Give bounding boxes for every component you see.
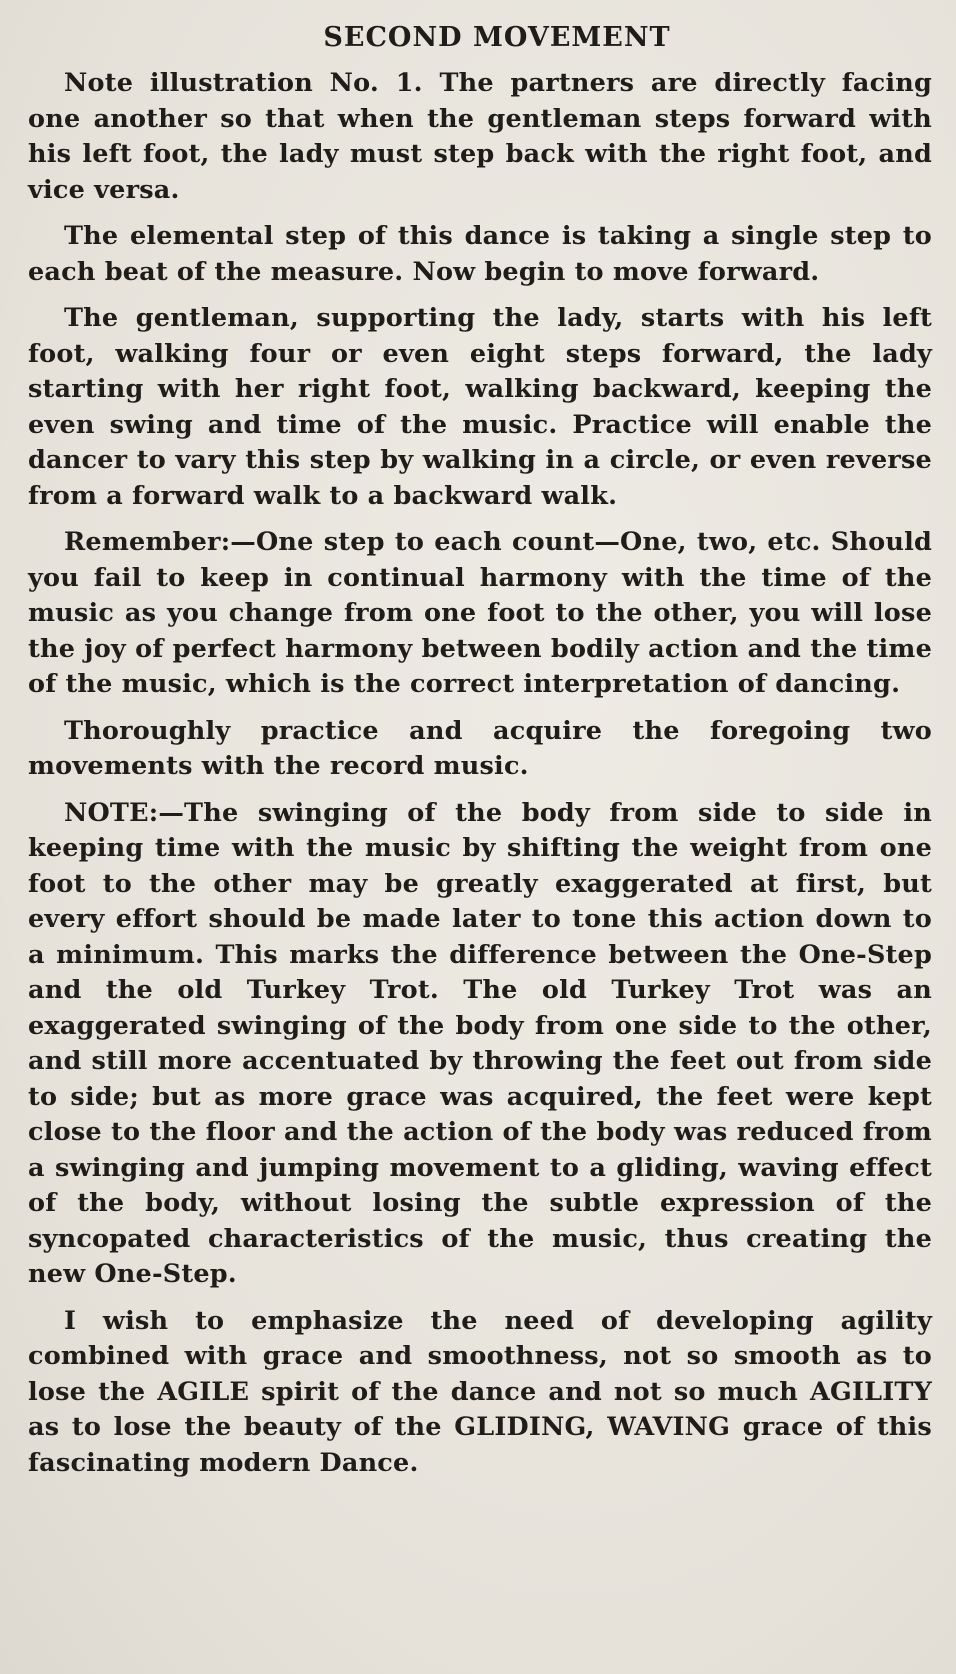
paragraph-partners-facing: Note illustration No. 1. The partners are directly facing one another so that when the gentleman steps forward with his left foot, the lady must step back with the right foot, and vice versa.	[28, 68, 932, 205]
page-content	[28, 18, 932, 1492]
section-heading: SECOND MOVEMENT	[323, 22, 671, 53]
paragraph-agility-grace: I wish to emphasize the need of developing agility combined with grace and smoothness, not so smooth as to lose the AGILE spirit of the dance and not so much AGILITY as to lose the beauty of the GLIDING, WAVING grace of this fascinating modern Dance.	[28, 1305, 932, 1478]
paragraph-note-turkey-trot: NOTE:—The swinging of the body from side to side in keeping time with the music by shifting the weight from one foot to the other may be greatly exaggerated at first, but every effort should be made later to tone this action down to a minimum. This marks the difference between the One-Step and the old Turkey Trot. The old Turkey Trot was an exaggerated swinging of the body from one side to the other, and still more accentuated by throwing the feet out from side to side; but as more grace was acquired, the feet were kept close to the floor and the action of the body was reduced from a swinging and jumping movement to a gliding, waving effect of the body, without losing the subtle expression of the syncopated characteristics of the music, thus creating the new One-Step.	[28, 797, 932, 1289]
paragraph-remember: Remember:—One step to each count—One, two, etc. Should you fail to keep in continual harmony with the time of the music as you change from one foot to the other, you will lose the joy of perfect harmony between bodily action and the time of the music, which is the correct interpretation of dancing.	[28, 527, 932, 699]
paragraph-gentleman-walk: The gentleman, supporting the lady, starts with his left foot, walking four or even eight steps forward, the lady starting with her right foot, walking backward, keeping the even swing and time of the music. Practice will enable the dancer to vary this step by walking in a circle, or even reverse from a forward walk to a backward walk.	[28, 303, 932, 511]
paragraph-practice: Thoroughly practice and acquire the foregoing two movements with the record music.	[28, 715, 932, 781]
paragraph-elemental-step: The elemental step of this dance is taking a single step to each beat of the measure. Now begin to move forward.	[28, 221, 932, 287]
